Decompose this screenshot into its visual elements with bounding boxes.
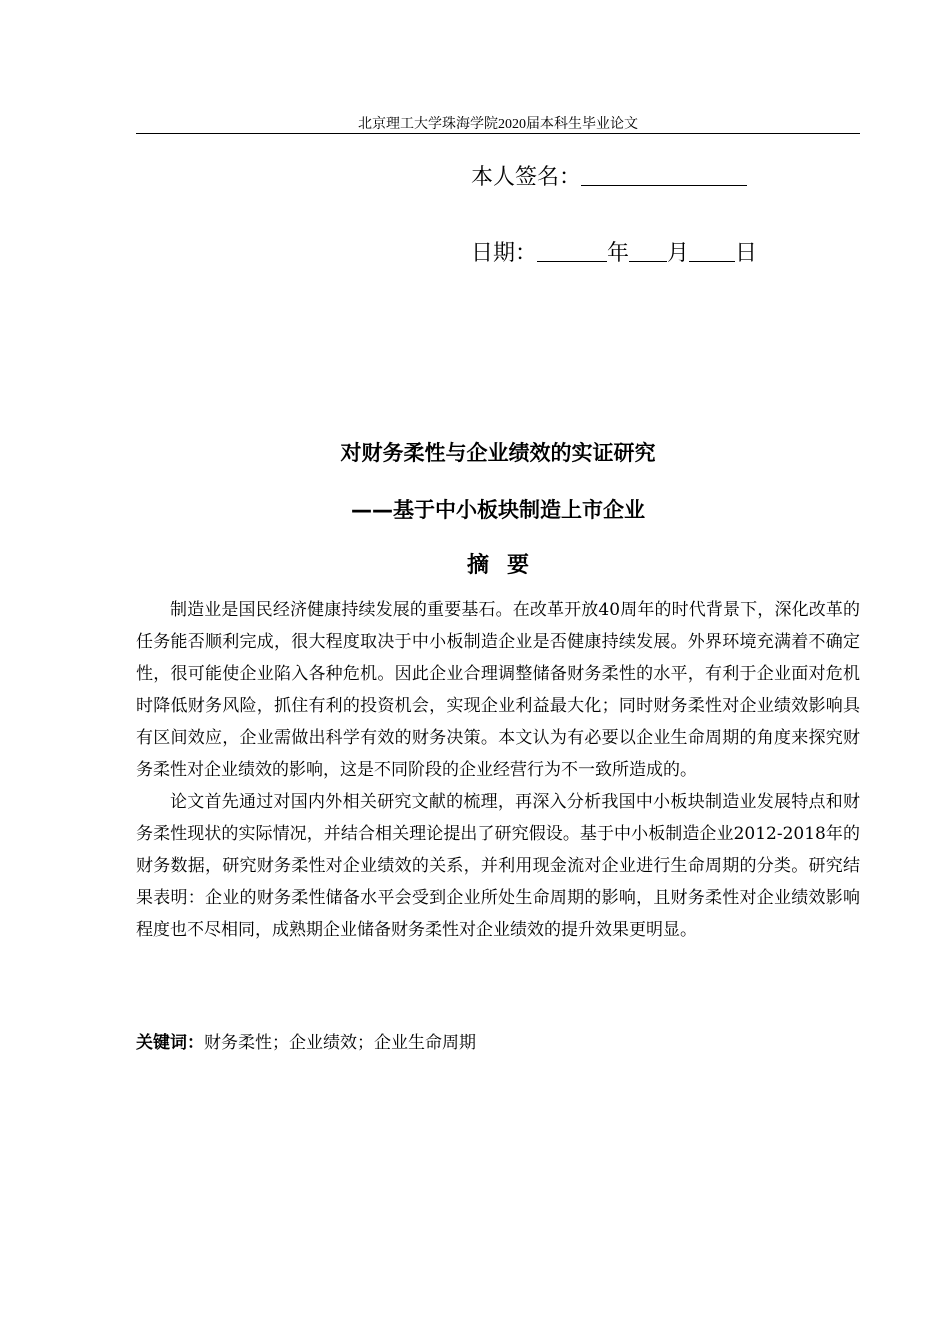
keywords	[136, 1028, 860, 1058]
abstract-paragraph-1: 制造业是国民经济健康持续发展的重要基石。在改革开放40周年的时代背景下，深化改革的任务能否顺利完成，很大程度取决于中小板制造企业是否健康持续发展。外界环境充满着不确定性，很可能使企业陷入各种危机。因此企业合理调整储备财务柔性的水平，有利于企业面对危机时降低财务风险，抓住有利的投资机会，实现企业利益最大化；同时财务柔性对企业绩效影响具有区间效应，企业需做出科学有效的财务决策。本文认为有必要以企业生命周期的角度来探究财务柔性对企业绩效的影响，这是不同阶段的企业经营行为不一致所造成的。	[136, 600, 860, 780]
date-line	[471, 238, 757, 270]
day-blank	[689, 239, 735, 262]
running-header: 北京理工大学珠海学院2020届本科生毕业论文	[358, 117, 638, 132]
year-blank	[537, 239, 607, 262]
keywords-label: 关键词：	[136, 1033, 204, 1053]
keywords-value: 财务柔性；企业绩效；企业生命周期	[204, 1033, 476, 1053]
abstract-heading: 摘要	[466, 553, 547, 578]
date-label: 日期：	[471, 241, 538, 266]
header-rule	[136, 133, 860, 134]
year-unit: 年	[607, 241, 630, 266]
signature-line	[471, 162, 747, 194]
abstract-paragraph-2: 论文首先通过对国内外相关研究文献的梳理，再深入分析我国中小板块制造业发展特点和财务柔性现状的实际情况，并结合相关理论提出了研究假设。基于中小板制造企业2012-2018年的财务数据，研究财务柔性对企业绩效的关系，并利用现金流对企业进行生命周期的分类。研究结果表明：企业的财务柔性储备水平会受到企业所处生命周期的影响，且财务柔性对企业绩效影响程度也不尽相同，成熟期企业储备财务柔性对企业绩效的提升效果更明显。	[136, 792, 860, 940]
signature-blank	[581, 163, 747, 186]
day-unit: 日	[735, 241, 758, 266]
thesis-title: 对财务柔性与企业绩效的实证研究	[340, 441, 656, 465]
month-unit: 月	[667, 241, 690, 266]
thesis-subtitle: ——基于中小板块制造上市企业	[351, 498, 645, 522]
signature-label: 本人签名：	[471, 165, 582, 190]
abstract-body	[136, 594, 860, 946]
month-blank	[629, 239, 667, 262]
